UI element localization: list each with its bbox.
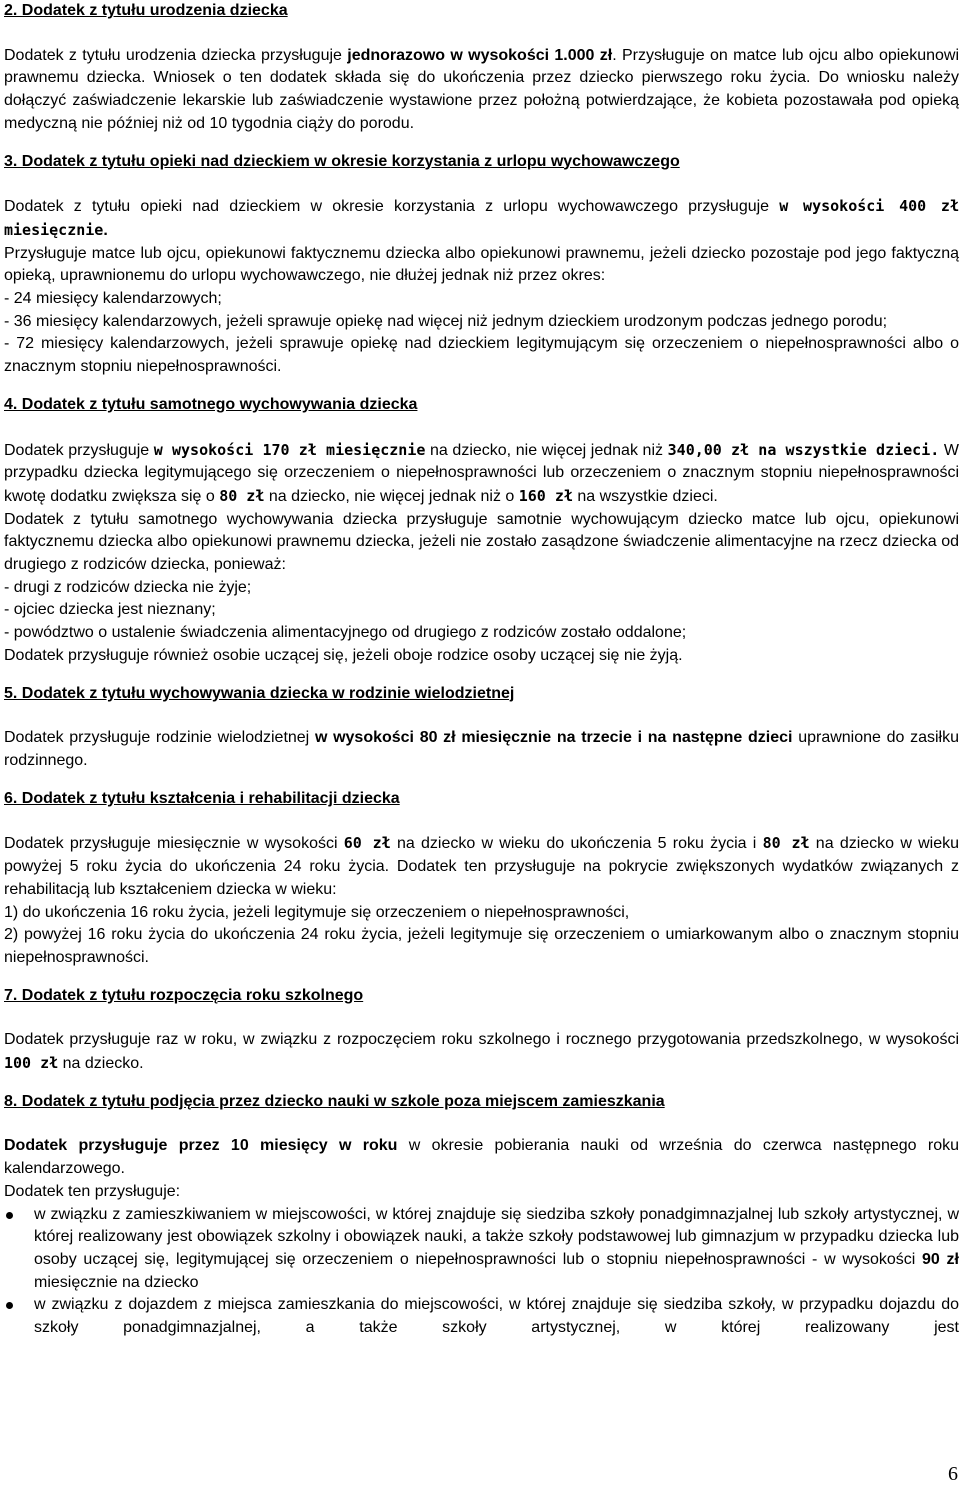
section-4-item: Dodatek przysługuje również osobie uczącej się, jeżeli oboje rodzice osoby uczącej się nie żyją.	[4, 646, 683, 664]
section-6-text: Dodatek przysługuje miesięcznie w wysokości 60 zł na dziecko w wieku do ukończenia 5 roku życia i 80 zł na dziecko w wieku powyżej 5 roku życia do ukończenia 24 roku życia. Dodatek ten przysługuje na pokrycie zwiększonych wydatków związanych z rehabilitacją lub kształceniem dziecka w wieku:	[4, 834, 960, 898]
section-6-item: 1) do ukończenia 16 roku życia, jeżeli legitymuje się orzeczeniem o niepełnosprawności,	[4, 903, 630, 921]
section-3-item: - 36 miesięcy kalendarzowych, jeżeli sprawuje opiekę nad więcej niż jednym dzieckiem urodzonym podczas jednego porodu;	[4, 312, 888, 330]
section-2-text: Dodatek z tytułu urodzenia dziecka przysługuje jednorazowo w wysokości 1.000 zł. Przysługuje on matce lub ojcu albo opiekunowi prawnemu dziecka. Wniosek o ten dodatek składa się do ukończenia przez dziecko pierwszego roku życia. Do wniosku należy dołączyć zaświadczenie lekarskie lub zaświadczenie wystawione przez położną potwierdzające, że kobieta pozostawała pod opieką medyczną nie później niż od 10 tygodnia ciąży do porodu.	[4, 46, 960, 132]
section-3-text: Dodatek z tytułu opieki nad dzieckiem w okresie korzystania z urlopu wychowawczego przysługuje w wysokości 400 zł miesięcznie.	[4, 197, 959, 239]
bullet-icon	[6, 1302, 13, 1309]
section-8-bullet-list	[4, 1204, 959, 1340]
section-4-conditions: Dodatek z tytułu samotnego wychowywania dziecka przysługuje samotnie wychowującym dziecko matce lub ojcu, opiekunowi faktycznemu dziecka albo opiekunowi prawnemu dziecka, jeżeli nie zostało zasądzone świadczenie alimentacyjne na rzecz dziecka od drugiego z rodziców dziecka, ponieważ:	[4, 510, 959, 574]
section-6-item: 2) powyżej 16 roku życia do ukończenia 24 roku życia, jeżeli legitymuje się orzeczeniem o umiarkowanym albo o znacznym stopniu niepełnosprawności.	[4, 926, 959, 966]
section-7-heading: 7. Dodatek z tytułu rozpoczęcia roku szkolnego	[4, 986, 364, 1004]
section-3-heading: 3. Dodatek z tytułu opieki nad dzieckiem w okresie korzystania z urlopu wychowawczego	[4, 152, 680, 170]
document-page	[4, 0, 959, 1340]
section-3-item: - 72 miesięcy kalendarzowych, jeżeli sprawuje opiekę nad dzieckiem legitymującym się orzeczeniem o niepełnosprawności albo o znacznym stopniu niepełnosprawności.	[4, 335, 959, 376]
section-4-item: - drugi z rodziców dziecka nie żyje;	[4, 578, 252, 596]
section-4-heading: 4. Dodatek z tytułu samotnego wychowywania dziecka	[4, 395, 418, 413]
bullet-icon	[6, 1212, 13, 1219]
section-8-intro: Dodatek ten przysługuje:	[4, 1182, 181, 1200]
section-3-item: - 24 miesięcy kalendarzowych;	[4, 290, 222, 308]
section-8-heading: 8. Dodatek z tytułu podjęcia przez dziecko nauki w szkole poza miejscem zamieszkania	[4, 1092, 665, 1110]
section-2-heading: 2. Dodatek z tytułu urodzenia dziecka	[4, 2, 288, 19]
section-4-item: - ojciec dziecka jest nieznany;	[4, 601, 216, 619]
section-8-text: Dodatek przysługuje przez 10 miesięcy w roku w okresie pobierania nauki od września do czerwca następnego roku kalendarzowego.	[4, 1137, 960, 1178]
list-item: w związku z dojazdem z miejsca zamieszkania do miejscowości, w której znajduje się siedziba szkoły, w przypadku dojazdu do szkoły ponadgimnazjalnej, a także szkoły artystycznej, w której realizowany jest	[4, 1294, 959, 1339]
section-5-text: Dodatek przysługuje rodzinie wielodzietnej w wysokości 80 zł miesięcznie na trzecie i na następne dzieci uprawnione do zasiłku rodzinnego.	[4, 729, 960, 769]
page-number: 6	[948, 1463, 958, 1485]
list-item: w związku z zamieszkiwaniem w miejscowości, w której znajduje się siedziba szkoły ponadgimnazjalnej lub szkoły artystycznej, w której realizowany jest obowiązek szkolny i obowiązek nauki, a także szkoły podstawowej lub gimnazjum w przypadku dziecka lub osoby uczącej się, legitymującej się orzeczeniem o niepełnosprawności lub o stopniu niepełnosprawności - w wysokości 90 zł miesięcznie na dziecko	[4, 1204, 959, 1295]
section-5-heading: 5. Dodatek z tytułu wychowywania dziecka w rodzinie wielodzietnej	[4, 684, 515, 702]
section-3-conditions: Przysługuje matce lub ojcu, opiekunowi faktycznemu dziecka albo opiekunowi prawnemu, jeżeli dziecko pozostaje pod jego faktyczną opieką, uprawnionemu do urlopu wychowawczego, nie dłużej jednak niż przez okres:	[4, 244, 959, 285]
section-7-text: Dodatek przysługuje raz w roku, w związku z rozpoczęciem roku szkolnego i rocznego przygotowania przedszkolnego, w wysokości 100 zł na dziecko.	[4, 1031, 959, 1073]
section-4-item: - powództwo o ustalenie świadczenia alimentacyjnego od drugiego z rodziców zostało oddalone;	[4, 624, 687, 642]
section-6-heading: 6. Dodatek z tytułu kształcenia i rehabilitacji dziecka	[4, 789, 400, 807]
section-4-text: Dodatek przysługuje w wysokości 170 zł miesięcznie na dziecko, nie więcej jednak niż 340,00 zł na wszystkie dzieci. W przypadku dziecka legitymującego się orzeczeniem o niepełnosprawności lub orzeczeniem o znacznym stopniu niepełnosprawności kwotę dodatku zwiększa się o 80 zł na dziecko, nie więcej jednak niż o 160 zł na wszystkie dzieci.	[4, 440, 959, 505]
